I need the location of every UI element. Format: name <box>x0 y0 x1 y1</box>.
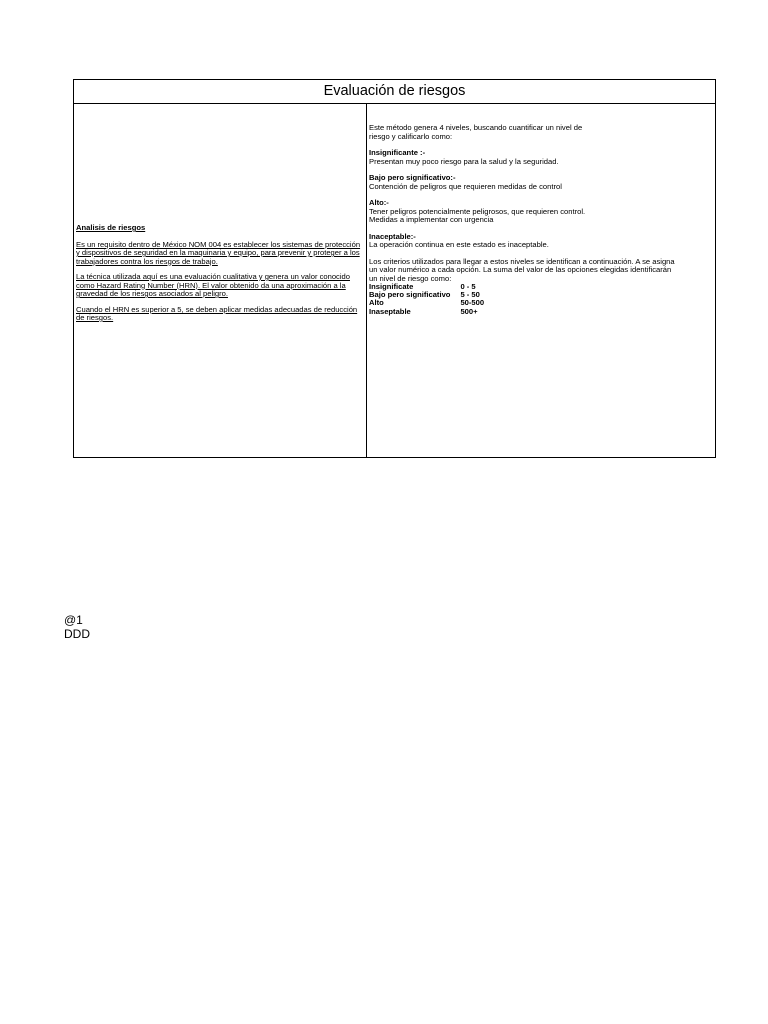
level-range: 500+ <box>460 306 478 316</box>
level-insignificante-text: Presentan muy poco riesgo para la salud y la seguridad. <box>369 156 559 166</box>
level-range: 5 - 50 <box>460 290 480 300</box>
paragraph-nom004: Es un requisito dentro de México NOM 004 es establecer los sistemas de protección y dispositivos de seguridad en la maquinaria y equipo, para prevenir y proteger a los trabajadores contra los riesgos de trabajo. <box>76 239 361 266</box>
level-name: Alto <box>369 298 384 308</box>
left-column <box>74 103 367 457</box>
table-body <box>74 103 715 457</box>
level-bajo-text: Contención de peligros que requieren medidas de control <box>369 181 562 191</box>
level-name: Inaseptable <box>369 306 411 316</box>
paragraph-hrn-threshold: Cuando el HRN es superior a 5, se deben aplicar medidas adecuadas de reducción de riesgos. <box>76 304 358 322</box>
level-name: Insignificate <box>369 282 414 291</box>
table-title: Evaluación de riesgos <box>74 80 715 104</box>
risk-analysis-heading: Analisis de riesgos <box>76 223 146 232</box>
paragraph-hrn-technique: La técnica utilizada aquí es una evaluación cualitativa y genera un valor conocido como Hazard Rating Number (HRN). El valor obtenido da una aproximación a la gravedad de los riesgos asociados al peligro. <box>76 272 350 298</box>
footer-text <box>64 613 90 641</box>
table-row <box>369 308 484 316</box>
level-alto <box>369 199 714 225</box>
risk-analysis-section <box>76 224 362 330</box>
level-bajo-label: Bajo pero significativo:- <box>369 173 456 182</box>
right-column <box>367 103 715 457</box>
risk-evaluation-table <box>73 79 716 458</box>
level-inaceptable-text: La operación continua en este estado es inaceptable. <box>369 240 549 249</box>
level-bajo <box>369 174 714 191</box>
level-alto-text-1: Tener peligros potencialmente peligrosos, que requieren control. <box>369 206 586 216</box>
level-range: 0 - 5 <box>460 282 476 291</box>
criteria-text: Los criterios utilizados para llegar a estos niveles se identifican a continuación. A se asigna un valor numérico a cada opción. La suma del valor de las opciones elegidas identificarán un nivel de riesgo como: <box>369 256 675 283</box>
level-alto-text-2: Medidas a implementar con urgencia <box>369 215 494 224</box>
intro-text: Este método genera 4 niveles, buscando cuantificar un nivel de riesgo y calificarlo como: <box>369 123 583 141</box>
level-range: 50-500 <box>460 298 485 308</box>
level-insignificante <box>369 149 714 166</box>
footer-line-1: @1 <box>64 613 83 627</box>
level-inaceptable <box>369 233 714 250</box>
level-name: Bajo pero significativo <box>369 290 451 300</box>
level-insignificante-label: Insignificante :- <box>369 148 426 157</box>
footer-line-2: DDD <box>64 627 90 641</box>
risk-levels-section <box>369 124 714 316</box>
level-alto-label: Alto:- <box>369 198 389 207</box>
level-inaceptable-label: Inaceptable:- <box>369 231 416 241</box>
levels-table <box>369 283 484 316</box>
